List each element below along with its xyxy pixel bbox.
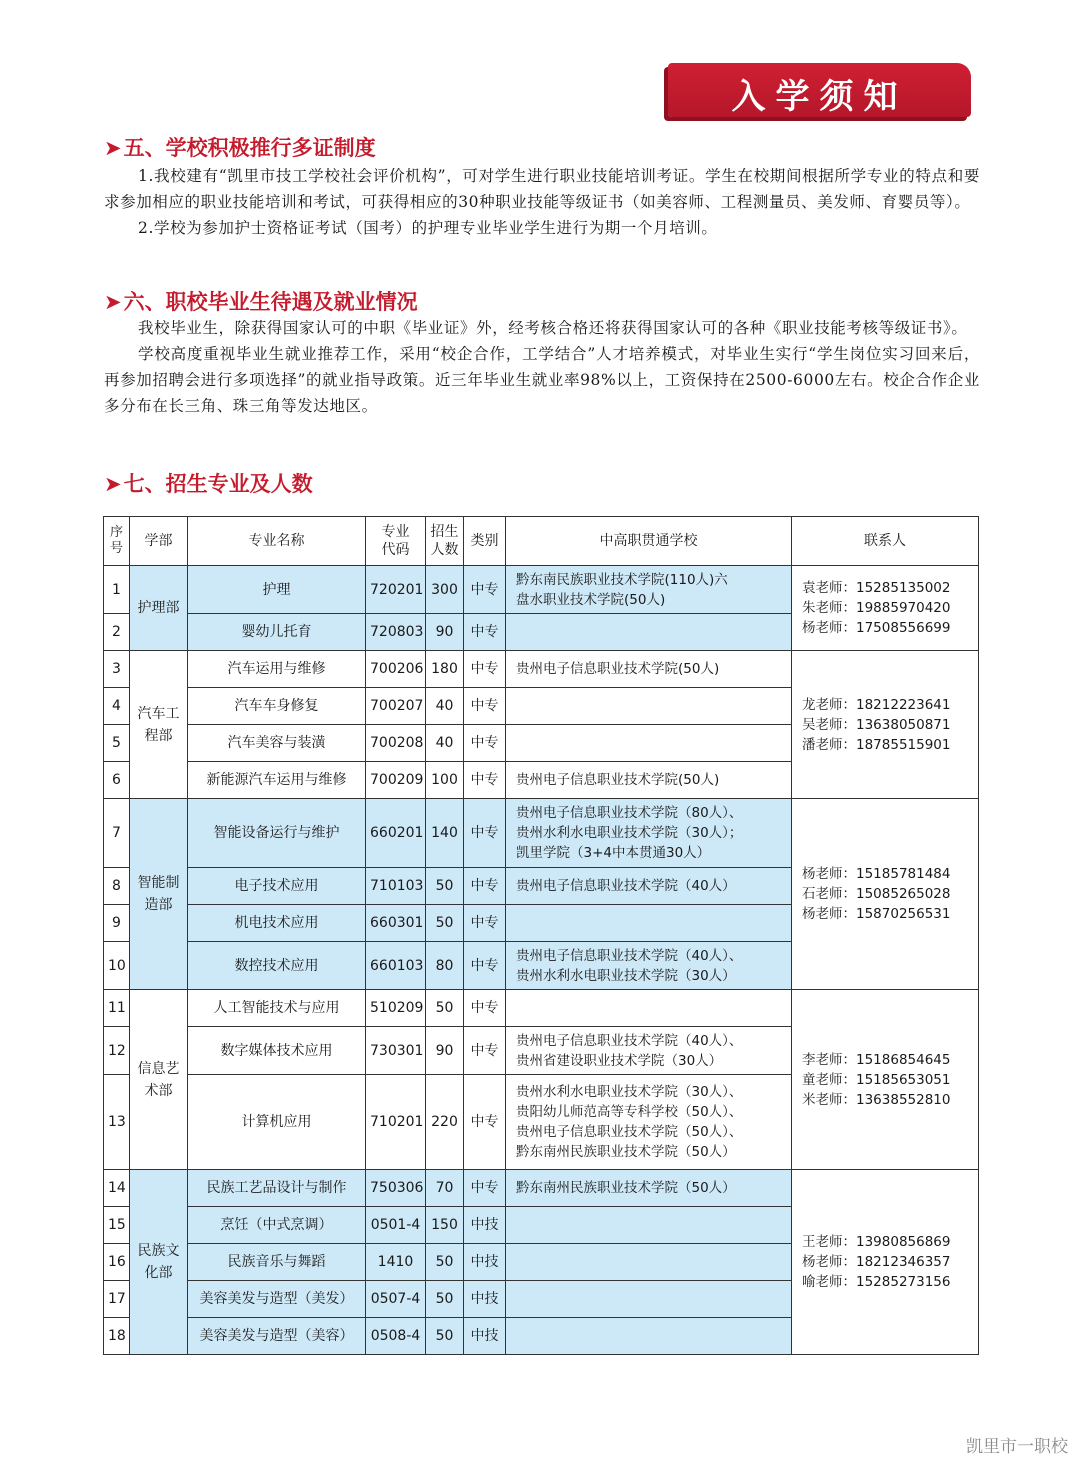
program-type: 中技 <box>464 1281 506 1318</box>
contact-cell <box>792 651 979 799</box>
major-code: 720803 <box>366 614 426 651</box>
major-name: 民族音乐与舞蹈 <box>188 1244 366 1281</box>
department-name: 护理部 <box>137 600 180 616</box>
major-name: 烹饪（中式烹调） <box>188 1207 366 1244</box>
program-type: 中专 <box>464 614 506 651</box>
partner-school-line: 贵州电子信息职业技术学院(50人) <box>516 661 720 677</box>
paragraph: 1.我校建有“凯里市技工学校社会评价机构”，可对学生进行职业技能培训考证。学生在校期间根据所学专业的特点和要求参加相应的职业技能培训和考试，可获得相应的30种职业技能等级证书（如美容师、工程测量员、美发师、育婴员等）。 <box>104 167 980 211</box>
header-major: 专业名称 <box>188 517 366 566</box>
enrollment-count: 140 <box>426 799 464 868</box>
major-code: 0507-4 <box>366 1281 426 1318</box>
major-code: 510209 <box>366 990 426 1027</box>
header-dept: 学部 <box>130 517 188 566</box>
partner-schools <box>506 1027 792 1075</box>
enrollment-count: 40 <box>426 688 464 725</box>
partner-schools <box>506 905 792 942</box>
arrow-icon: ➤ <box>104 290 122 314</box>
contact-line: 袁老师：15285135002 <box>802 580 951 596</box>
major-code: 710201 <box>366 1075 426 1170</box>
contact-line: 龙老师：18212223641 <box>802 696 951 713</box>
header-count: 招生人数 <box>426 517 464 566</box>
major-code: 700207 <box>366 688 426 725</box>
table-row <box>104 799 979 868</box>
row-number: 17 <box>104 1281 130 1318</box>
partner-schools <box>506 799 792 868</box>
row-number: 11 <box>104 990 130 1027</box>
program-type: 中技 <box>464 1244 506 1281</box>
department-name: 民族文化部 <box>137 1243 180 1281</box>
program-type: 中技 <box>464 1207 506 1244</box>
major-name: 人工智能技术与应用 <box>188 990 366 1027</box>
enrollment-count: 70 <box>426 1170 464 1207</box>
major-code: 750306 <box>366 1170 426 1207</box>
enrollment-count: 50 <box>426 990 464 1027</box>
partner-schools <box>506 762 792 799</box>
row-number: 1 <box>104 566 130 614</box>
row-number: 12 <box>104 1027 130 1075</box>
partner-school-line: 贵州电子信息职业技术学院（40人）、 <box>516 947 743 964</box>
partner-school-line: 贵州电子信息职业技术学院（40人）、 <box>516 1032 743 1049</box>
row-number: 13 <box>104 1075 130 1170</box>
enrollment-count: 40 <box>426 725 464 762</box>
contact-cell <box>792 1170 979 1355</box>
contact-line: 朱老师：19885970420 <box>802 600 951 616</box>
contact-line: 杨老师：17508556699 <box>802 620 951 636</box>
contact-line: 喻老师：15285273156 <box>802 1274 951 1290</box>
major-name: 民族工艺品设计与制作 <box>188 1170 366 1207</box>
enrollment-count: 180 <box>426 651 464 688</box>
major-name: 汽车美容与装潢 <box>188 725 366 762</box>
program-type: 中专 <box>464 725 506 762</box>
header-type: 类别 <box>464 517 506 566</box>
section-6-heading: ➤六、职校毕业生待遇及就业情况 <box>104 290 418 314</box>
major-name: 婴幼儿托育 <box>188 614 366 651</box>
partner-school-line: 贵州电子信息职业技术学院(50人) <box>516 772 720 788</box>
arrow-icon: ➤ <box>104 136 122 160</box>
enrollment-count: 90 <box>426 614 464 651</box>
contact-line: 石老师：15085265028 <box>802 886 951 902</box>
row-number: 6 <box>104 762 130 799</box>
table-header <box>104 517 979 566</box>
table-row <box>104 1170 979 1207</box>
program-type: 中专 <box>464 566 506 614</box>
row-number: 3 <box>104 651 130 688</box>
partner-school-line: 凯里学院（3+4中本贯通30人） <box>516 845 711 861</box>
section-7-heading: ➤七、招生专业及人数 <box>104 472 313 496</box>
partner-school-line: 贵州电子信息职业技术学院（50人）、 <box>516 1124 743 1140</box>
program-type: 中专 <box>464 1075 506 1170</box>
banner-title: 入学须知 <box>731 77 908 117</box>
paragraph: 学校高度重视毕业生就业推荐工作，采用“校企合作，工学结合”人才培养模式，对毕业生实行“学生岗位实习回来后，再参加招聘会进行多项选择”的就业指导政策。近三年毕业生就业率98%以上，工资保持在2500-6000左右。校企合作企业多分布在长三角、珠三角等发达地区。 <box>104 345 980 415</box>
row-number: 4 <box>104 688 130 725</box>
program-type: 中技 <box>464 1318 506 1355</box>
enrollment-count: 100 <box>426 762 464 799</box>
major-code: 1410 <box>366 1244 426 1281</box>
program-type: 中专 <box>464 868 506 905</box>
section-5-body <box>104 163 980 241</box>
major-code: 730301 <box>366 1027 426 1075</box>
contact-line: 杨老师：18212346357 <box>802 1254 951 1270</box>
major-code: 0508-4 <box>366 1318 426 1355</box>
major-name: 机电技术应用 <box>188 905 366 942</box>
section-6-body <box>104 315 980 419</box>
contact-cell <box>792 990 979 1170</box>
partner-school-line: 贵州水利水电职业技术学院（30人）、 <box>516 1084 743 1100</box>
partner-school-line: 贵阳幼儿师范高等专科学校（50人）、 <box>516 1104 743 1120</box>
enrollment-count: 50 <box>426 1244 464 1281</box>
department-cell <box>130 651 188 799</box>
department-name: 智能制造部 <box>137 875 180 913</box>
major-name: 护理 <box>188 566 366 614</box>
arrow-icon: ➤ <box>104 472 122 496</box>
watermark: 凯里市一职校 <box>966 1437 1068 1457</box>
row-number: 18 <box>104 1318 130 1355</box>
header-code: 专业代码 <box>366 517 426 566</box>
partner-schools <box>506 1075 792 1170</box>
major-code: 700208 <box>366 725 426 762</box>
partner-schools <box>506 990 792 1027</box>
enrollment-count: 80 <box>426 942 464 990</box>
program-type: 中专 <box>464 762 506 799</box>
major-code: 0501-4 <box>366 1207 426 1244</box>
program-type: 中专 <box>464 942 506 990</box>
major-code: 660301 <box>366 905 426 942</box>
partner-school-line: 贵州电子信息职业技术学院（80人）、 <box>516 805 743 821</box>
major-code: 660201 <box>366 799 426 868</box>
partner-schools <box>506 942 792 990</box>
enrollment-count: 50 <box>426 905 464 942</box>
table-row <box>104 990 979 1027</box>
major-name: 美容美发与造型（美发） <box>188 1281 366 1318</box>
major-name: 汽车车身修复 <box>188 688 366 725</box>
header-school: 中高职贯通学校 <box>506 517 792 566</box>
department-cell <box>130 799 188 990</box>
row-number: 16 <box>104 1244 130 1281</box>
contact-cell <box>792 566 979 651</box>
contact-line: 王老师：13980856869 <box>802 1234 951 1250</box>
partner-schools <box>506 868 792 905</box>
row-number: 5 <box>104 725 130 762</box>
department-cell <box>130 1170 188 1355</box>
row-number: 2 <box>104 614 130 651</box>
department-name: 汽车工程部 <box>137 705 180 744</box>
paragraph: 2.学校为参加护士资格证考试（国考）的护理专业毕业学生进行为期一个月培训。 <box>138 219 718 237</box>
contact-line: 吴老师：13638050871 <box>802 716 951 733</box>
banner <box>668 63 971 117</box>
partner-schools <box>506 725 792 762</box>
major-name: 智能设备运行与维护 <box>188 799 366 868</box>
table-body <box>104 566 979 1355</box>
partner-schools <box>506 1244 792 1281</box>
major-name: 计算机应用 <box>188 1075 366 1170</box>
enrollment-count: 50 <box>426 868 464 905</box>
major-code: 660103 <box>366 942 426 990</box>
major-code: 720201 <box>366 566 426 614</box>
contact-line: 李老师：15186854645 <box>802 1051 951 1068</box>
program-type: 中专 <box>464 990 506 1027</box>
contact-line: 童老师：15185653051 <box>802 1071 951 1088</box>
partner-school-line: 黔东南州民族职业技术学院（50人） <box>516 1180 736 1196</box>
paragraph: 我校毕业生，除获得国家认可的中职《毕业证》外，经考核合格还将获得国家认可的各种《职业技能考核等级证书》。 <box>138 319 968 337</box>
contact-line: 潘老师：18785515901 <box>802 736 951 753</box>
major-name: 数字媒体技术应用 <box>188 1027 366 1075</box>
row-number: 9 <box>104 905 130 942</box>
major-name: 新能源汽车运用与维修 <box>188 762 366 799</box>
contact-cell <box>792 799 979 990</box>
partner-schools <box>506 1281 792 1318</box>
partner-schools <box>506 1170 792 1207</box>
enrollment-count: 300 <box>426 566 464 614</box>
major-name: 电子技术应用 <box>188 868 366 905</box>
row-number: 10 <box>104 942 130 990</box>
enrollment-count: 150 <box>426 1207 464 1244</box>
partner-schools <box>506 1318 792 1355</box>
header-no: 序号 <box>104 517 130 566</box>
program-type: 中专 <box>464 1170 506 1207</box>
program-type: 中专 <box>464 688 506 725</box>
row-number: 8 <box>104 868 130 905</box>
program-type: 中专 <box>464 651 506 688</box>
partner-schools <box>506 614 792 651</box>
enrollment-count: 50 <box>426 1318 464 1355</box>
major-name: 美容美发与造型（美容） <box>188 1318 366 1355</box>
contact-line: 杨老师：15870256531 <box>802 906 951 922</box>
program-type: 中专 <box>464 905 506 942</box>
partner-schools <box>506 1207 792 1244</box>
partner-schools <box>506 566 792 614</box>
row-number: 15 <box>104 1207 130 1244</box>
major-name: 数控技术应用 <box>188 942 366 990</box>
header-contact: 联系人 <box>792 517 979 566</box>
contact-line: 杨老师：15185781484 <box>802 866 951 882</box>
department-name: 信息艺术部 <box>137 1060 180 1099</box>
partner-school-line: 黔东南民族职业技术学院(110人)六 <box>516 571 728 588</box>
partner-school-line: 贵州水利水电职业技术学院（30人）； <box>516 825 743 841</box>
partner-schools <box>506 688 792 725</box>
partner-school-line: 贵州电子信息职业技术学院（40人） <box>516 878 736 894</box>
program-type: 中专 <box>464 1027 506 1075</box>
partner-school-line: 贵州省建设职业技术学院（30人） <box>516 1052 723 1069</box>
enrollment-count: 90 <box>426 1027 464 1075</box>
row-number: 14 <box>104 1170 130 1207</box>
partner-school-line: 盘水职业技术学院(50人) <box>516 591 666 608</box>
program-type: 中专 <box>464 799 506 868</box>
partner-schools <box>506 651 792 688</box>
contact-line: 米老师：13638552810 <box>802 1091 951 1108</box>
major-code: 700209 <box>366 762 426 799</box>
table-row <box>104 651 979 688</box>
department-cell <box>130 990 188 1170</box>
enrollment-count: 220 <box>426 1075 464 1170</box>
enrollment-count: 50 <box>426 1281 464 1318</box>
major-code: 700206 <box>366 651 426 688</box>
major-code: 710103 <box>366 868 426 905</box>
major-name: 汽车运用与维修 <box>188 651 366 688</box>
partner-school-line: 贵州水利水电职业技术学院（30人） <box>516 967 736 984</box>
section-5-heading: ➤五、学校积极推行多证制度 <box>104 136 376 160</box>
row-number: 7 <box>104 799 130 868</box>
partner-school-line: 黔东南州民族职业技术学院（50人） <box>516 1144 736 1160</box>
table-row <box>104 566 979 614</box>
majors-table <box>103 516 979 1355</box>
department-cell <box>130 566 188 651</box>
